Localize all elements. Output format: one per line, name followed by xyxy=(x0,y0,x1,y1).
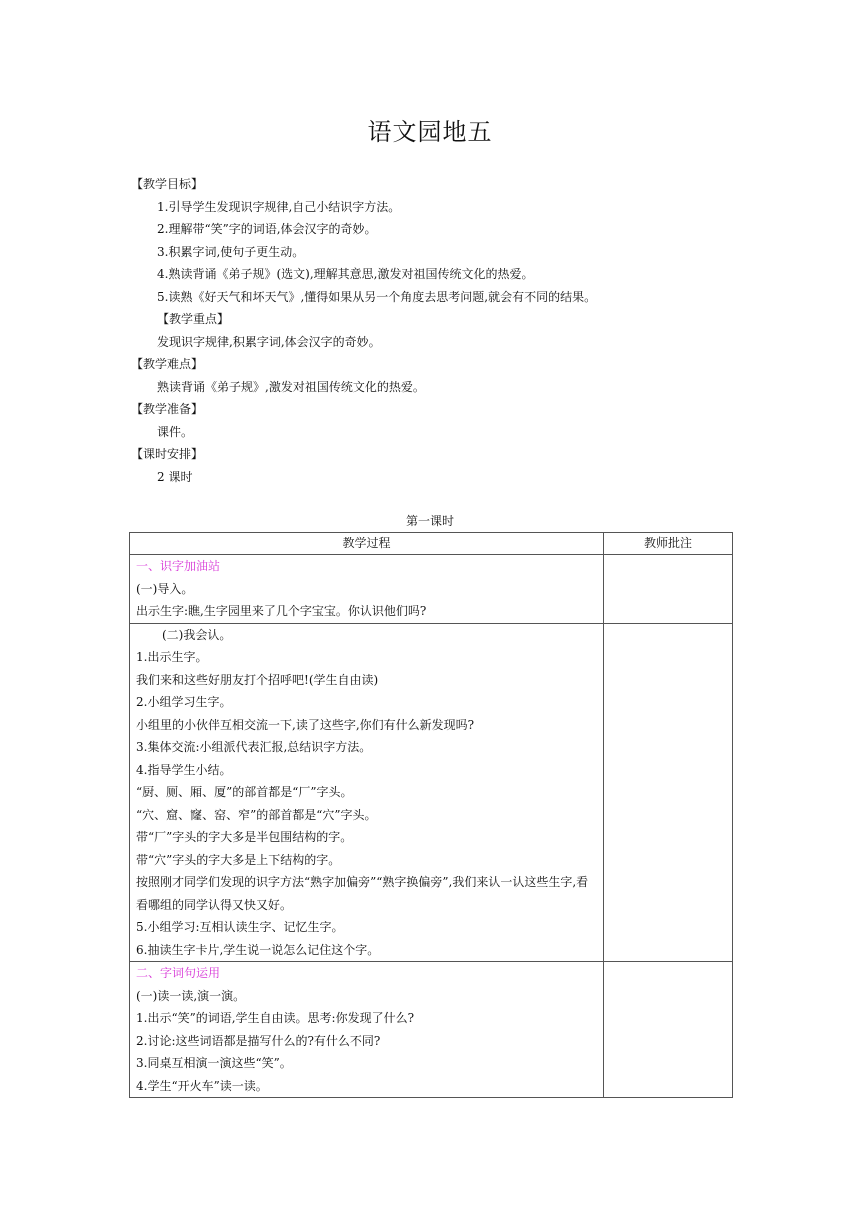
process-line: 3.同桌互相演一演这些“笑”。 xyxy=(136,1056,292,1070)
table-row xyxy=(130,555,733,624)
section-title: 一、识字加油站 xyxy=(136,559,221,573)
schedule-text: 2 课时 xyxy=(157,470,193,484)
table-row xyxy=(130,623,733,962)
process-line: 出示生字:瞧,生字园里来了几个字宝宝。你认识他们吗? xyxy=(136,604,427,618)
objective-item: 1.引导学生发现识字规律,自己小结识字方法。 xyxy=(157,200,401,214)
schedule-heading: 【课时安排】 xyxy=(131,447,204,461)
process-line: 小组里的小伙伴互相交流一下,读了这些字,你们有什么新发现吗? xyxy=(136,717,475,732)
preparation-heading: 【教学准备】 xyxy=(131,402,204,416)
process-line: 带“穴”字头的字大多是上下结构的字。 xyxy=(136,852,341,867)
section-title: 二、字词句运用 xyxy=(136,966,221,980)
objectives-heading: 【教学目标】 xyxy=(131,177,204,191)
process-line: 2.讨论:这些词语都是描写什么的?有什么不同? xyxy=(136,1033,381,1048)
process-line: 1.出示“笑”的词语,学生自由读。思考:你发现了什么? xyxy=(136,1011,415,1025)
process-line: 4.学生“开火车”读一读。 xyxy=(136,1078,268,1093)
key-points-text: 发现识字规律,积累字词,体会汉字的奇妙。 xyxy=(157,335,381,349)
key-points-heading: 【教学重点】 xyxy=(157,312,230,326)
process-line: 带“厂”字头的字大多是半包围结构的字。 xyxy=(136,830,353,844)
notes-cell xyxy=(604,962,733,1098)
process-line: 4.指导学生小结。 xyxy=(136,762,232,777)
difficulties-text: 熟读背诵《弟子规》,激发对祖国传统文化的热爱。 xyxy=(157,380,425,394)
process-line: (一)读一读,演一演。 xyxy=(136,988,246,1003)
objective-item: 5.读熟《好天气和坏天气》,懂得如果从另一个角度去思考问题,就会有不同的结果。 xyxy=(157,290,597,304)
table-header-row xyxy=(130,533,733,555)
process-cell xyxy=(130,555,604,624)
notes-header: 教师批注 xyxy=(604,533,733,555)
table-row xyxy=(130,962,733,1098)
process-line: 3.集体交流:小组派代表汇报,总结识字方法。 xyxy=(136,740,372,754)
process-line: 6.抽读生字卡片,学生说一说怎么记住这个字。 xyxy=(136,942,380,957)
notes-cell xyxy=(604,555,733,624)
objective-item: 4.熟读背诵《弟子规》(选文),理解其意思,激发对祖国传统文化的热爱。 xyxy=(157,267,534,281)
process-line: (二)我会认。 xyxy=(162,627,232,642)
process-header: 教学过程 xyxy=(130,533,604,555)
lesson-caption: 第一课时 xyxy=(405,514,454,528)
process-cell xyxy=(130,962,604,1098)
lesson-table xyxy=(129,532,733,1098)
process-line: “穴、窟、窿、窑、窄”的部首都是“穴”字头。 xyxy=(136,807,377,822)
page-title: 语文园地五 xyxy=(367,118,493,146)
notes-cell xyxy=(604,623,733,962)
objective-item: 3.积累字词,使句子更生动。 xyxy=(157,245,305,259)
process-line: 2.小组学习生字。 xyxy=(136,695,232,709)
process-line: 5.小组学习:互相认读生字、记忆生字。 xyxy=(136,920,344,934)
difficulties-heading: 【教学难点】 xyxy=(131,357,204,371)
process-line: (一)导入。 xyxy=(136,581,194,596)
process-line: “厨、厕、厢、厦”的部首都是“厂”字头。 xyxy=(136,785,353,799)
process-line: 我们来和这些好朋友打个招呼吧!(学生自由读) xyxy=(136,672,379,687)
process-line: 按照刚才同学们发现的识字方法“熟字加偏旁”“熟字换偏旁”,我们来认一认这些生字,看看哪组的同学认得又快又好。 xyxy=(136,875,589,912)
objective-item: 2.理解带“笑”字的词语,体会汉字的奇妙。 xyxy=(157,222,377,236)
preparation-text: 课件。 xyxy=(157,425,194,439)
process-line: 1.出示生字。 xyxy=(136,650,208,664)
process-cell xyxy=(130,623,604,962)
